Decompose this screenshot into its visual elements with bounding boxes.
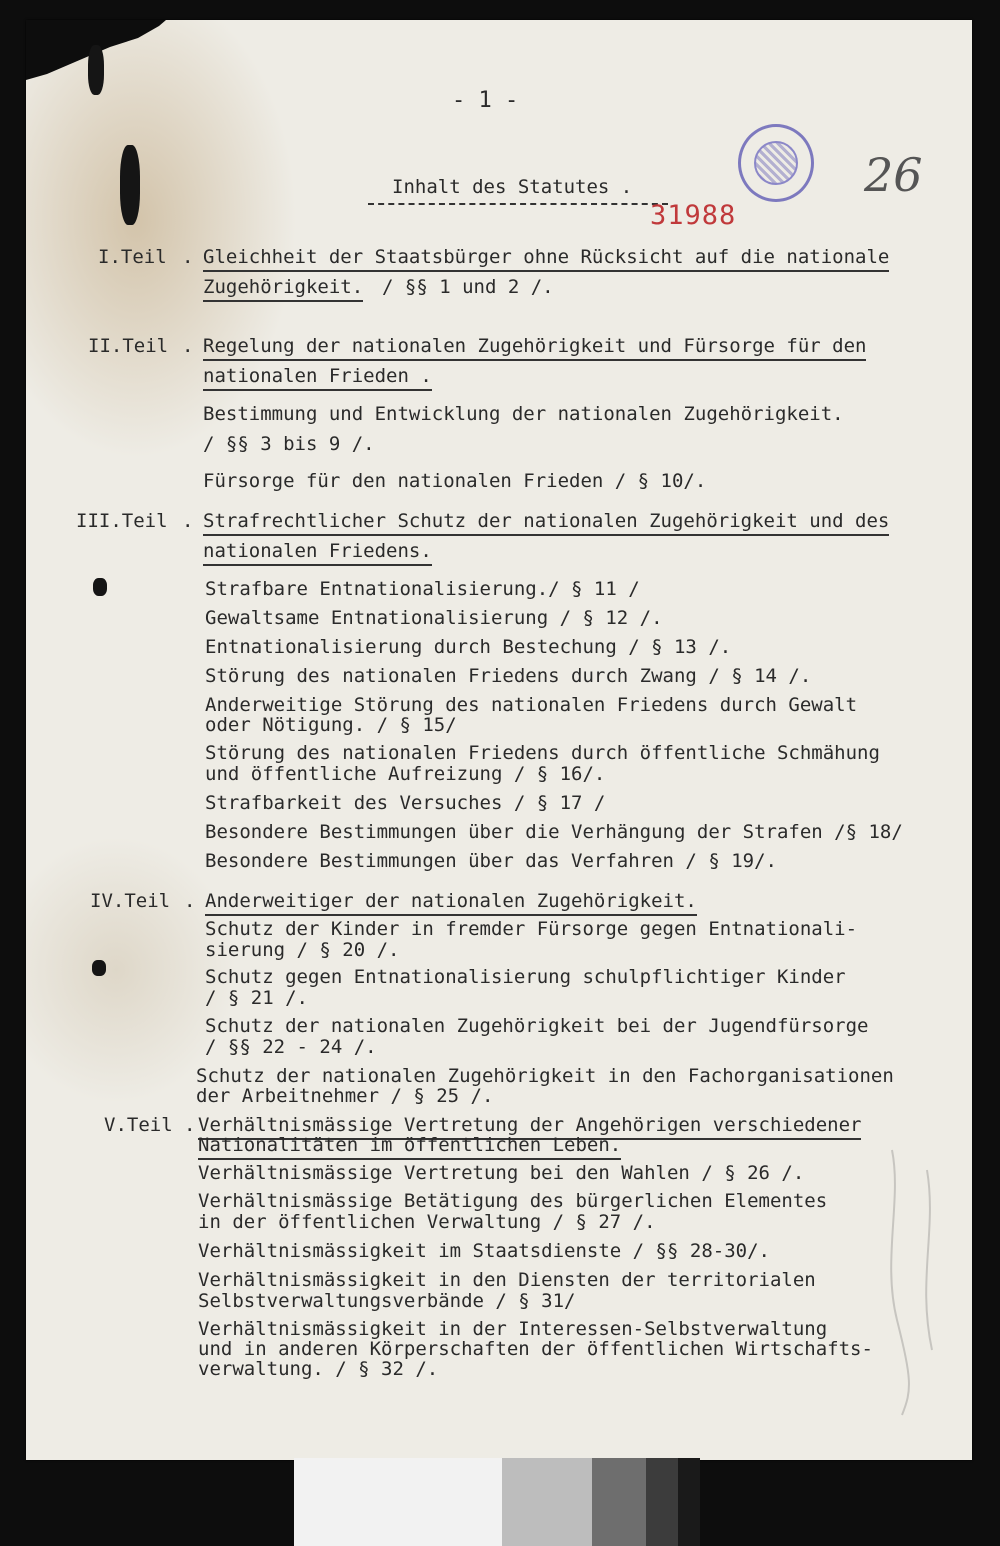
list-item: Schutz der Kinder in fremder Fürsorge gegen Entnationali- — [205, 918, 858, 940]
page-number: - 1 - — [452, 88, 519, 113]
list-item: Entnationalisierung durch Bestechung / § 13 /. — [205, 636, 732, 658]
list-item: Verhältnismässige Betätigung des bürgerlichen Elementes — [198, 1190, 828, 1212]
part-label: I.Teil — [98, 246, 167, 268]
part-label: III.Teil — [76, 510, 168, 532]
calibration-patch — [294, 1458, 502, 1546]
list-item: Schutz der nationalen Zugehörigkeit in den Fachorganisationen — [196, 1065, 894, 1087]
part-dot: . — [184, 890, 196, 912]
registration-number: 31988 — [650, 200, 737, 231]
ink-blot — [93, 578, 107, 596]
list-item: Anderweitige Störung des nationalen Friedens durch Gewalt — [205, 694, 858, 716]
punch-hole — [88, 45, 104, 95]
list-item: Schutz gegen Entnationalisierung schulpflichtiger Kinder — [205, 966, 846, 988]
part-dot: . — [182, 510, 194, 532]
title-underline — [368, 203, 668, 205]
part-label: V.Teil — [104, 1114, 173, 1136]
list-item: oder Nötigung. / § 15/ — [205, 714, 457, 736]
ink-blot — [92, 960, 106, 976]
part-dot: . — [184, 1114, 196, 1136]
calibration-patch — [592, 1458, 646, 1546]
list-item: Selbstverwaltungsverbände / § 31/ — [198, 1290, 576, 1312]
list-item: der Arbeitnehmer / § 25 /. — [196, 1085, 494, 1107]
list-item: / § 21 /. — [205, 987, 308, 1009]
list-item: Schutz der nationalen Zugehörigkeit bei der Jugendfürsorge — [205, 1015, 869, 1037]
list-item: Strafbare Entnationalisierung./ § 11 / — [205, 578, 640, 600]
part-dot: . — [182, 335, 194, 357]
list-item: Verhältnismässigkeit in den Diensten der territorialen — [198, 1269, 816, 1291]
part-heading-ref: / §§ 1 und 2 /. — [382, 276, 554, 298]
part-dot: . — [182, 246, 194, 268]
list-item: Verhältnismässigkeit in der Interessen-Selbstverwaltung — [198, 1318, 828, 1340]
part-label: IV.Teil — [90, 890, 171, 912]
list-item: Verhältnismässige Vertretung bei den Wahlen / § 26 /. — [198, 1162, 805, 1184]
part-label: II.Teil — [88, 335, 169, 357]
part-heading: Regelung der nationalen Zugehörigkeit und Fürsorge für den — [203, 337, 866, 361]
list-item: Besondere Bestimmungen über die Verhängung der Strafen /§ 18/ — [205, 821, 903, 843]
list-item: Störung des nationalen Friedens durch öffentliche Schmähung — [205, 742, 880, 764]
list-item: Verhältnismässigkeit im Staatsdienste / §§ 28-30/. — [198, 1240, 770, 1262]
list-item: und in anderen Körperschaften der öffentlichen Wirtschafts- — [198, 1338, 873, 1360]
list-item: verwaltung. / § 32 /. — [198, 1358, 439, 1380]
list-item: sierung / § 20 /. — [205, 939, 400, 961]
archive-stamp — [738, 124, 814, 202]
calibration-bar — [294, 1458, 700, 1546]
punch-hole — [120, 145, 140, 225]
list-item: und öffentliche Aufreizung / § 16/. — [205, 763, 606, 785]
margin-pencil-note — [872, 1140, 962, 1420]
part-heading: Anderweitiger der nationalen Zugehörigkeit. — [205, 892, 697, 916]
eagle-emblem-icon — [754, 141, 798, 185]
list-item: in der öffentlichen Verwaltung / § 27 /. — [198, 1211, 656, 1233]
list-item: / §§ 22 - 24 /. — [205, 1036, 377, 1058]
list-item: / §§ 3 bis 9 /. — [203, 433, 375, 455]
part-heading: nationalen Frieden . — [203, 367, 432, 391]
list-item: Besondere Bestimmungen über das Verfahren / § 19/. — [205, 850, 777, 872]
part-heading: Strafrechtlicher Schutz der nationalen Zugehörigkeit und des — [203, 512, 889, 536]
list-item: Störung des nationalen Friedens durch Zwang / § 14 /. — [205, 665, 812, 687]
list-item: Fürsorge für den nationalen Frieden / § 10/. — [203, 470, 707, 492]
part-heading: Nationalitäten im öffentlichen Leben. — [198, 1136, 621, 1160]
part-heading: Verhältnismässige Vertretung der Angehörigen verschiedener — [198, 1116, 861, 1140]
part-heading: nationalen Friedens. — [203, 542, 432, 566]
calibration-patch — [502, 1458, 592, 1546]
calibration-patch — [678, 1458, 700, 1546]
list-item: Gewaltsame Entnationalisierung / § 12 /. — [205, 607, 663, 629]
list-item: Strafbarkeit des Versuches / § 17 / — [205, 792, 606, 814]
document-title: Inhalt des Statutes . — [392, 176, 633, 198]
folio-number: 26 — [864, 148, 923, 202]
part-heading: Zugehörigkeit. — [203, 278, 363, 302]
part-heading: Gleichheit der Staatsbürger ohne Rücksicht auf die nationale — [203, 248, 889, 272]
list-item: Bestimmung und Entwicklung der nationalen Zugehörigkeit. — [203, 403, 844, 425]
calibration-patch — [646, 1458, 678, 1546]
